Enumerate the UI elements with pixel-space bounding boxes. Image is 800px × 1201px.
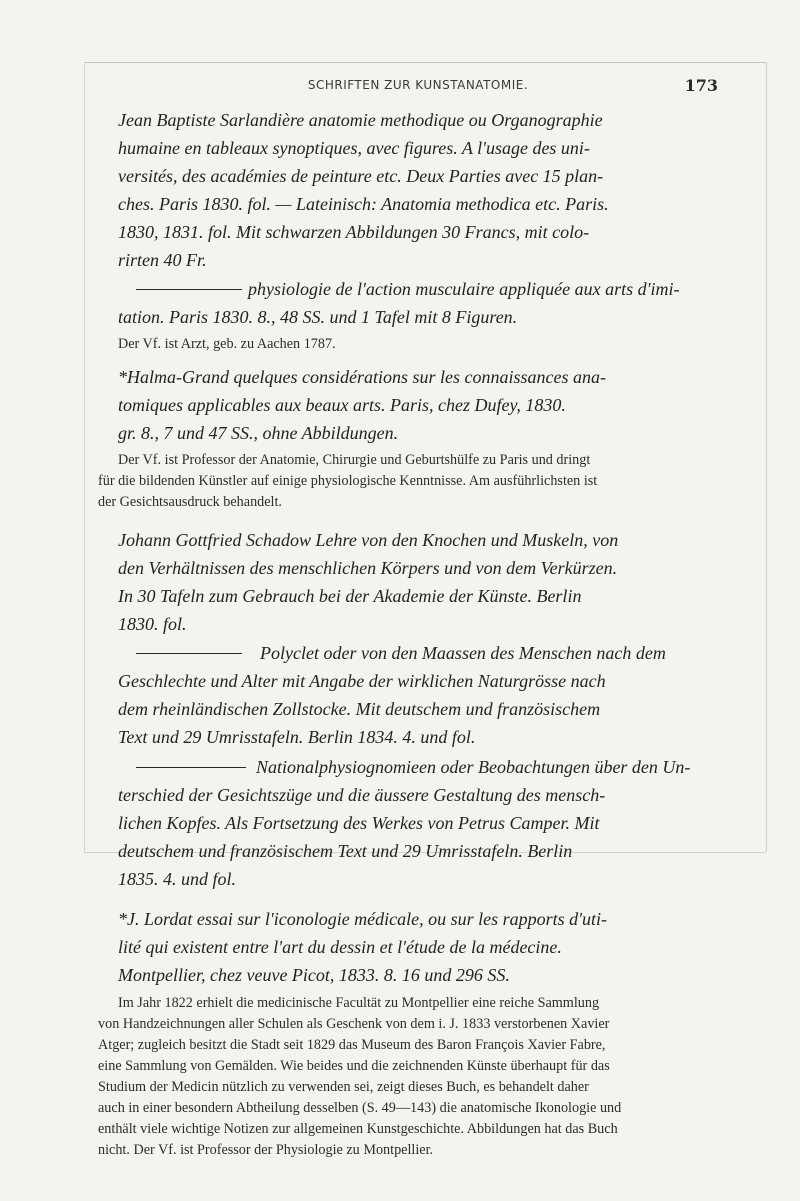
entry-line: 1835. 4. und fol.	[118, 869, 237, 889]
entry-line: rirten 40 Fr.	[118, 250, 207, 270]
entry-line: Nationalphysiognomieen oder Beobachtungen über den Un-	[256, 757, 691, 777]
scan-border-top	[84, 62, 766, 63]
note-line: Der Vf. ist Arzt, geb. zu Aachen 1787.	[118, 336, 336, 352]
note-line: von Handzeichnungen aller Schulen als Geschenk von dem i. J. 1833 verstorbenen Xavier	[98, 1016, 610, 1032]
page-number: 173	[684, 76, 718, 95]
entry-line: deutschem und französischem Text und 29 Umrisstafeln. Berlin	[118, 841, 573, 861]
entry-line: *Halma-Grand quelques considérations sur les connaissances ana-	[118, 367, 606, 387]
entry-line: terschied der Gesichtszüge und die äussere Gestaltung des mensch-	[118, 785, 606, 805]
entry-line: Montpellier, chez veuve Picot, 1833. 8. 16 und 296 SS.	[118, 965, 510, 985]
entry-line: tation. Paris 1830. 8., 48 SS. und 1 Tafel mit 8 Figuren.	[118, 307, 518, 327]
entry-line: Polyclet oder von den Maassen des Menschen nach dem	[260, 643, 666, 663]
entry-line: lichen Kopfes. Als Fortsetzung des Werkes von Petrus Camper. Mit	[118, 813, 600, 833]
entry-line: versités, des académies de peinture etc. Deux Parties avec 15 plan-	[118, 166, 604, 186]
entry-line: *J. Lordat essai sur l'iconologie médicale, ou sur les rapports d'uti-	[118, 909, 608, 929]
entry-line: dem rheinländischen Zollstocke. Mit deutschem und französischem	[118, 699, 601, 719]
page-header	[118, 78, 718, 102]
entry-line: gr. 8., 7 und 47 SS., ohne Abbildungen.	[118, 423, 399, 443]
running-title: SCHRIFTEN ZUR KUNSTANATOMIE.	[307, 78, 529, 92]
entry-line: Johann Gottfried Schadow Lehre von den Knochen und Muskeln, von	[118, 530, 619, 550]
note-line: Im Jahr 1822 erhielt die medicinische Facultät zu Montpellier eine reiche Sammlung	[118, 995, 600, 1011]
entry-line: tomiques applicables aux beaux arts. Paris, chez Dufey, 1830.	[118, 395, 566, 415]
note-line: eine Sammlung von Gemälden. Wie beides und die zeichnenden Künste überhaupt für das	[98, 1058, 610, 1074]
entry-line: In 30 Tafeln zum Gebrauch bei der Akademie der Künste. Berlin	[118, 586, 582, 606]
note-line: für die bildenden Künstler auf einige physiologische Kenntnisse. Am ausführlichsten ist	[98, 473, 598, 489]
entry-line: Geschlechte und Alter mit Angabe der wirklichen Naturgrösse nach	[118, 671, 606, 691]
entry-line: 1830, 1831. fol. Mit schwarzen Abbildungen 30 Francs, mit colo-	[118, 222, 590, 242]
note-line: nicht. Der Vf. ist Professor der Physiologie zu Montpellier.	[98, 1142, 434, 1158]
entry-line: ches. Paris 1830. fol. — Lateinisch: Anatomia methodica etc. Paris.	[118, 194, 609, 214]
ditto-dash	[136, 653, 242, 654]
entry-line: humaine en tableaux synoptiques, avec figures. A l'usage des uni-	[118, 138, 590, 158]
entry-line: physiologie de l'action musculaire appliquée aux arts d'imi-	[248, 279, 680, 299]
entry-line: lité qui existent entre l'art du dessin et l'étude de la médecine.	[118, 937, 562, 957]
note-line: enthält viele wichtige Notizen zur allgemeinen Kunstgeschichte. Abbildungen hat das Buch	[98, 1121, 618, 1137]
entry-line: Jean Baptiste Sarlandière anatomie methodique ou Organographie	[118, 110, 603, 130]
note-line: auch in einer besondern Abtheilung desselben (S. 49—143) die anatomische Ikonologie und	[98, 1100, 622, 1116]
note-line: Der Vf. ist Professor der Anatomie, Chirurgie und Geburtshülfe zu Paris und dringt	[118, 452, 591, 468]
ditto-dash	[136, 767, 246, 768]
scan-border-left	[84, 62, 85, 852]
note-line: der Gesichtsausdruck behandelt.	[98, 494, 282, 510]
note-line: Atger; zugleich besitzt die Stadt seit 1829 das Museum des Baron François Xavier Fabre,	[98, 1037, 606, 1053]
entry-line: 1830. fol.	[118, 614, 187, 634]
entry-line: Text und 29 Umrisstafeln. Berlin 1834. 4. und fol.	[118, 727, 476, 747]
scan-border-right	[766, 62, 767, 852]
ditto-dash	[136, 289, 242, 290]
note-line: Studium der Medicin nützlich zu verwenden sei, zeigt dieses Buch, es behandelt daher	[98, 1079, 589, 1095]
entry-line: den Verhältnissen des menschlichen Körpers und von dem Verkürzen.	[118, 558, 618, 578]
